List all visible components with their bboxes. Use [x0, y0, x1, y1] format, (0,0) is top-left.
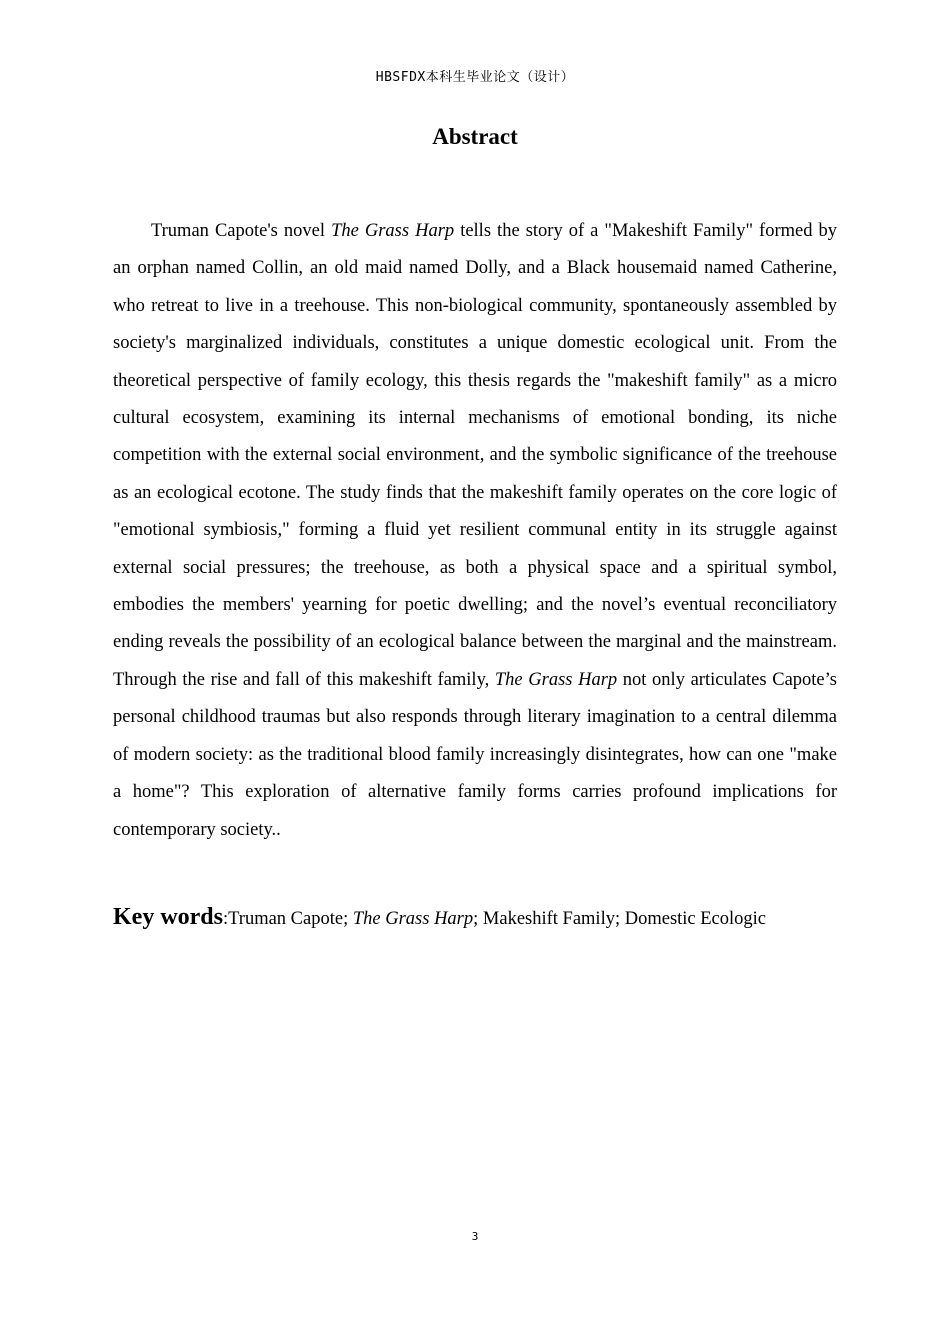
- abstract-paragraph: [113, 213, 837, 849]
- keyword-2: The Grass Harp: [352, 909, 474, 929]
- abstract-book-title-2: The Grass Harp: [494, 669, 618, 690]
- keywords-label: Key words: [113, 904, 223, 930]
- abstract-title: Abstract: [432, 124, 518, 149]
- keywords-line: [113, 904, 853, 931]
- abstract-book-title-1: The Grass Harp: [331, 221, 455, 241]
- page-number: 3: [471, 1230, 479, 1243]
- abstract-text-3: not only articulates Capote’s personal childhood traumas but also responds through literary imagination to a central dilemma of modern society: as the traditional blood family increasingly disintegrates, how can one "make a home"? This exploration of alternative family forms carries profound implications for contemporary society..: [113, 669, 837, 840]
- keyword-1: Truman Capote;: [228, 909, 353, 929]
- abstract-text-2: tells the story of a "Makeshift Family" formed by an orphan named Collin, an old maid named Dolly, and a Black housemaid named Catherine, who retreat to live in a treehouse. This non-biological community, spontaneously assembled by society's marginalized individuals, constitutes a unique domestic ecological unit. From the theoretical perspective of family ecology, this thesis regards the "makeshift family" as a micro cultural ecosystem, examining its internal mechanisms of emotional bonding, its niche competition with the external social environment, and the symbolic significance of the treehouse as an ecological ecotone. The study finds that the makeshift family operates on the core logic of "emotional symbiosis," forming a fluid yet resilient communal entity in its struggle against external social pressures; the treehouse, as both a physical space and a spiritual symbol, embodies the members' yearning for poetic dwelling; and the novel’s eventual reconciliatory ending reveals the possibility of an ecological balance between the marginal and the mainstream. Through the rise and fall of this makeshift family,: [113, 221, 837, 690]
- keyword-rest: ; Makeshift Family; Domestic Ecologic: [473, 909, 767, 929]
- keywords-colon: :: [223, 909, 229, 929]
- running-header: HBSFDX本科生毕业论文（设计）: [375, 70, 575, 85]
- abstract-text-1: Truman Capote's novel: [151, 221, 332, 241]
